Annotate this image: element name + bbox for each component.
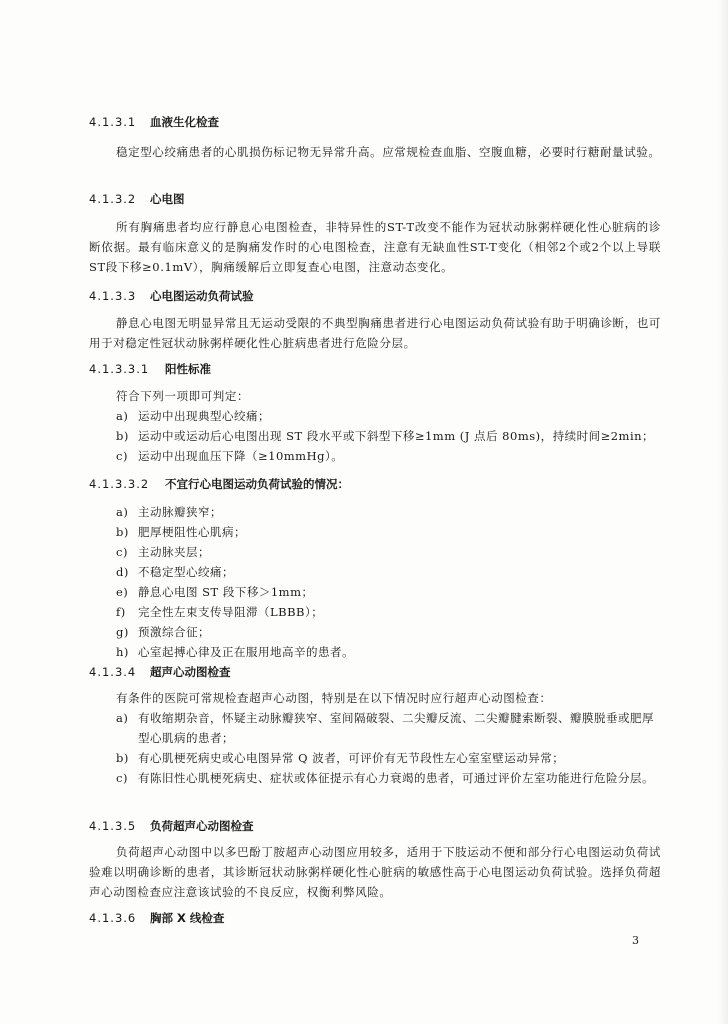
- section-number: 4.1.3.4: [89, 665, 137, 679]
- page-number: 3: [632, 934, 639, 947]
- scan-edge-shadow: [718, 0, 728, 1024]
- positive-criteria-intro: 符合下列一项即可判定：: [116, 389, 250, 403]
- list-text: 主动脉夹层；: [138, 545, 210, 559]
- list-marker: b): [116, 429, 129, 443]
- section-heading-4-1-3-1: [89, 114, 219, 130]
- section-title: 心电图: [150, 192, 185, 206]
- list-item: [116, 446, 661, 466]
- section-title: 不宜行心电图运动负荷试验的情况：: [165, 477, 350, 491]
- paragraph-ecg-stress: 静息心电图无明显异常且无运动受限的不典型胸痛患者进行心电图运动负荷试验有助于明确诊断，也可用于对稳定性冠状动脉粥样硬化性心脏病患者进行危险分层。: [89, 316, 661, 350]
- list-text: 有陈旧性心肌梗死病史、症状或体征提示有心力衰竭的患者，可通过评价左室功能进行危险分层。: [138, 771, 654, 785]
- section-title: 血液生化检查: [150, 115, 220, 129]
- list-item: [116, 768, 661, 788]
- list-item: [116, 582, 661, 602]
- list-text: 运动中出现典型心绞痛；: [138, 409, 270, 423]
- list-text: 完全性左束支传导阻滞（LBBB）；: [138, 605, 324, 619]
- section-heading-4-1-3-5: [89, 818, 254, 834]
- list-text: 主动脉瓣狭窄；: [138, 505, 222, 519]
- list-marker: h): [116, 645, 129, 659]
- list-marker: a): [116, 409, 129, 423]
- section-heading-4-1-3-4: [89, 664, 231, 680]
- list-marker: d): [116, 565, 129, 579]
- section-number: 4.1.3.3: [89, 289, 137, 303]
- section-title: 阳性标准: [165, 362, 212, 376]
- list-marker: b): [116, 751, 129, 765]
- section-heading-4-1-3-6: [89, 910, 224, 926]
- list-text: 肥厚梗阻性心肌病；: [138, 525, 246, 539]
- section-number: 4.1.3.5: [89, 819, 137, 833]
- section-number: 4.1.3.2: [89, 192, 137, 206]
- list-item: [116, 642, 661, 662]
- section-title: 负荷超声心动图检查: [150, 819, 254, 833]
- list-marker: f): [116, 605, 126, 619]
- section-heading-4-1-3-2: [89, 191, 185, 207]
- list-marker: b): [116, 525, 129, 539]
- list-item: [116, 426, 661, 446]
- list-marker: c): [116, 771, 128, 785]
- list-text: 心室起搏心律及正在服用地高辛的患者。: [138, 645, 354, 659]
- echo-intro: 有条件的医院可常规检查超声心动图，特别是在以下情况时应行超声心动图检查：: [116, 691, 552, 705]
- paragraph-ecg: 所有胸痛患者均应行静息心电图检查，非特异性的ST-T改变不能作为冠状动脉粥样硬化性心脏病的诊断依据。最有临床意义的是胸痛发作时的心电图检查，注意有无缺血性ST-T变化（相邻2个或2个以上导联ST段下移≥0.1mV），胸痛缓解后立即复查心电图，注意动态变化。: [89, 220, 661, 274]
- section-number: 4.1.3.6: [89, 911, 137, 925]
- list-item: [116, 708, 661, 748]
- list-text: 有收缩期杂音，怀疑主动脉瓣狭窄、室间隔破裂、二尖瓣反流、二尖瓣腱索断裂、瓣膜脱垂或肥厚型心肌病的患者；: [138, 711, 654, 745]
- list-marker: c): [116, 449, 128, 463]
- list-text: 运动中出现血压下降（≥10mmHg）。: [138, 449, 344, 463]
- list-item: [116, 748, 661, 768]
- paragraph-blood-biochem: 稳定型心绞痛患者的心肌损伤标记物无异常升高。应常规检查血脂、空腹血糖，必要时行糖耐量试验。: [116, 145, 661, 159]
- list-item: [116, 622, 661, 642]
- paragraph-stress-echo: 负荷超声心动图中以多巴酚丁胺超声心动图应用较多，适用于下肢运动不便和部分行心电图运动负荷试验难以明确诊断的患者，其诊断冠状动脉粥样硬化性心脏病的敏感性高于心电图运动负荷试验。选择负荷超声心动图检查应注意该试验的不良反应，权衡利弊风险。: [89, 845, 661, 899]
- list-marker: a): [116, 711, 129, 725]
- list-item: [116, 542, 661, 562]
- section-heading-4-1-3-3-2: [89, 476, 349, 492]
- section-heading-4-1-3-3: [89, 288, 254, 304]
- list-text: 运动中或运动后心电图出现 ST 段水平或下斜型下移≥1mm (J 点后 80ms)，持续时间≥2min；: [138, 429, 655, 443]
- list-item: [116, 602, 661, 622]
- list-text: 预激综合征；: [138, 625, 210, 639]
- section-title: 超声心动图检查: [150, 665, 231, 679]
- section-number: 4.1.3.3.1: [89, 362, 150, 376]
- list-marker: e): [116, 585, 129, 599]
- list-marker: g): [116, 625, 129, 639]
- section-number: 4.1.3.3.2: [89, 477, 150, 491]
- list-item: [116, 522, 661, 542]
- list-item: [116, 502, 661, 522]
- list-text: 静息心电图 ST 段下移＞1mm；: [138, 585, 314, 599]
- list-text: 不稳定型心绞痛；: [138, 565, 234, 579]
- list-item: [116, 562, 661, 582]
- list-text: 有心肌梗死病史或心电图异常 Q 波者，可评价有无节段性左心室室壁运动异常；: [138, 751, 565, 765]
- list-marker: a): [116, 505, 129, 519]
- section-title: 心电图运动负荷试验: [150, 289, 254, 303]
- section-title: 胸部 X 线检查: [150, 911, 225, 925]
- section-heading-4-1-3-3-1: [89, 361, 211, 377]
- list-marker: c): [116, 545, 128, 559]
- section-number: 4.1.3.1: [89, 115, 137, 129]
- list-item: [116, 406, 661, 426]
